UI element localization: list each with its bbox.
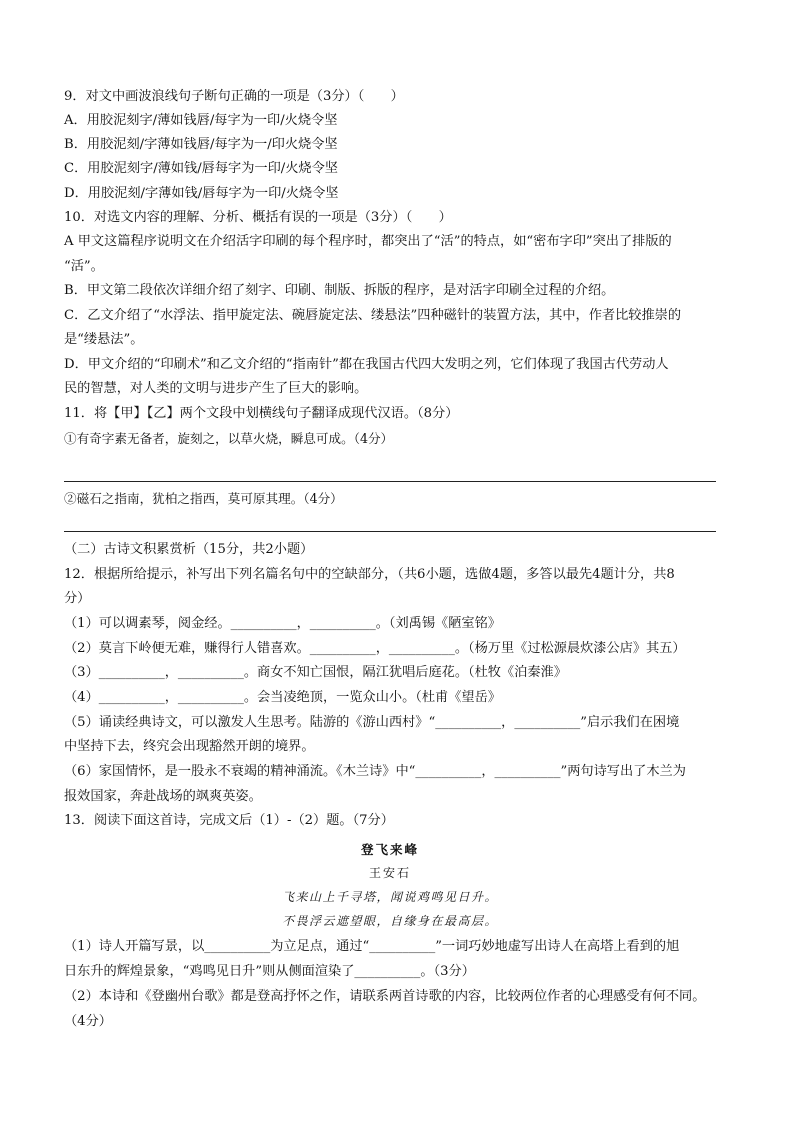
poem-title: 登飞来峰 [360, 842, 419, 857]
question-11-stem: 11．将【甲】【乙】两个文段中划横线句子翻译成现代汉语。（8分） [64, 406, 459, 421]
section-heading-poetry: （二）古诗文积累赏析（15分，共2小题） [64, 542, 314, 557]
question-13-stem: 13．阅读下面这首诗，完成文后（1）-（2）题。（7分） [64, 813, 394, 828]
question-13-part-1-line1: （1）诗人开篇写景，以__________为立足点，通过“__________”一词巧妙地虚写出诗人在高塔上看到的旭 [64, 939, 680, 954]
answer-line-1 [64, 481, 716, 482]
question-9-option-a: A．用胶泥刻字/薄如钱唇/每字为一印/火烧令坚 [64, 113, 338, 128]
question-10-option-a-line2: “活”。 [64, 259, 104, 274]
question-9-stem: 9．对文中画波浪线句子断句正确的一项是（3分）（ ） [64, 89, 404, 104]
question-13-part-2-line2: （4分） [64, 1014, 112, 1029]
question-10-stem: 10．对选文内容的理解、分析、概括有误的一项是（3分）（ ） [64, 210, 452, 225]
question-12-item-2: （2）莫言下岭便无难，赚得行人错喜欢。__________，__________。（杨万里《过松源晨炊漆公店》其五） [64, 641, 686, 656]
poem-line-2: 不畏浮云遮望眼，自缘身在最高层。 [281, 914, 498, 928]
question-10-option-c-line2: 是“缕悬法”。 [64, 332, 144, 347]
question-13-part-2-line1: （2）本诗和《登幽州台歌》都是登高抒怀之作，请联系两首诗歌的内容，比较两位作者的心理感受有何不同。 [64, 989, 706, 1004]
question-12-item-3: （3）__________，__________。商女不知亡国恨，隔江犹唱后庭花。（杜牧《泊秦淮》 [64, 665, 567, 680]
question-11-sentence-1: ①有奇字素无备者，旋刻之，以草火烧，瞬息可成。（4分） [64, 431, 394, 446]
question-10-option-d-line1: D．甲文介绍的“印刷术”和乙文介绍的“指南针”都在我国古代四大发明之列，它们体现了我国古代劳动人 [64, 357, 669, 372]
poem-author: 王安石 [368, 866, 411, 880]
question-13-part-1-line2: 日东升的辉煌景象，“鸡鸣见日升”则从侧面渲染了__________。（3分） [64, 964, 475, 979]
question-10-option-b: B．甲文第二段依次详细介绍了刻字、印刷、制版、拆版的程序，是对活字印刷全过程的介绍。 [64, 283, 615, 298]
question-10-option-c-line1: C．乙文介绍了“水浮法、指甲旋定法、碗唇旋定法、缕悬法”四种磁针的装置方法，其中，作者比较推崇的 [64, 308, 682, 323]
question-12-stem-line1: 12．根据所给提示，补写出下列名篇名句中的空缺部分，（共6小题，选做4题，多答以最先4题计分，共8 [64, 567, 675, 582]
question-9-option-c: C．用胶泥刻字/薄如钱/唇每字为一印/火烧令坚 [64, 161, 338, 176]
question-9-option-b: B．用胶泥刻/字薄如钱唇/每字为一/印火烧令坚 [64, 137, 338, 152]
question-12-item-1: （1）可以调素琴，阅金经。__________，__________。（刘禹锡《陋室铭》 [64, 616, 501, 631]
answer-line-2 [64, 531, 716, 532]
question-12-item-6-line1: （6）家国情怀，是一股永不衰竭的精神涌流。《木兰诗》中“__________，__________”两句诗写出了木兰为 [64, 764, 686, 779]
question-9-option-d: D．用胶泥刻/字薄如钱/唇每字为一印/火烧令坚 [64, 186, 339, 201]
question-11-sentence-2: ②磁石之指南，犹柏之指西，莫可原其理。（4分） [64, 491, 343, 506]
poem-line-1: 飞来山上千寻塔，闻说鸡鸣见日升。 [281, 890, 498, 904]
question-12-stem-line2: 分） [64, 591, 91, 606]
question-12-item-4: （4）__________，__________。会当凌绝顶，一览众山小。（杜甫《望岳》 [64, 690, 501, 705]
question-10-option-d-line2: 民的智慧，对人类的文明与进步产生了巨大的影响。 [64, 381, 368, 396]
question-12-item-5-line2: 中坚持下去，终究会出现豁然开朗的境界。 [64, 739, 315, 754]
question-10-option-a-line1: A 甲文这篇程序说明文在介绍活字印刷的每个程序时，都突出了“活”的特点，如“密布字印”突出了排版的 [64, 234, 672, 249]
question-12-item-6-line2: 报效国家，奔赴战场的飒爽英姿。 [64, 789, 262, 804]
question-12-item-5-line1: （5）诵读经典诗文，可以激发人生思考。陆游的《游山西村》“__________，__________”启示我们在困境 [64, 715, 680, 730]
